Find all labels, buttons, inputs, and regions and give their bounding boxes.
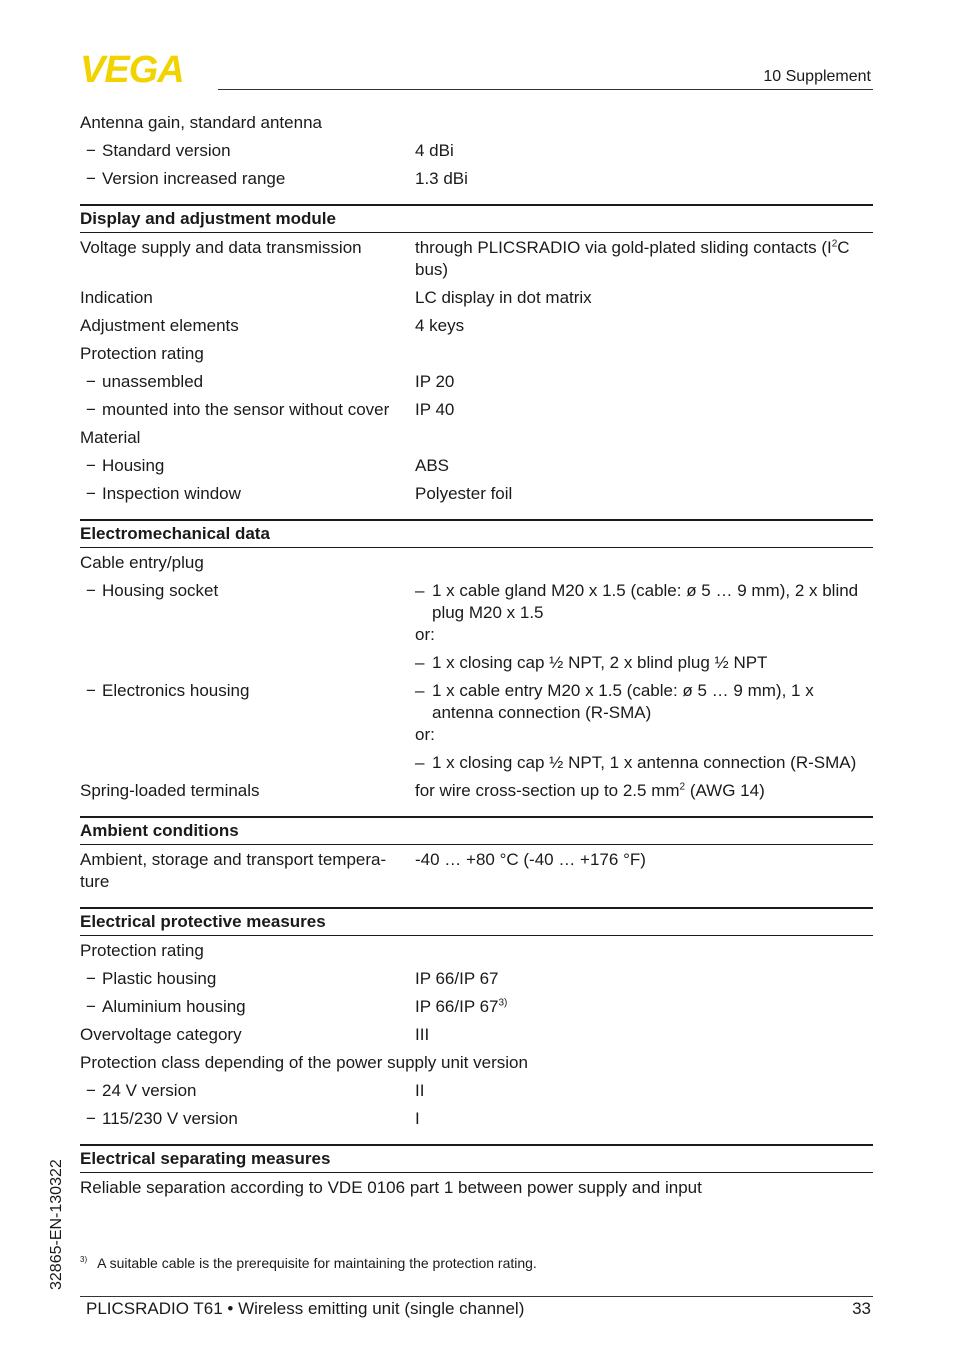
spec-value: IP 66/IP 67 bbox=[415, 969, 499, 988]
section-heading: Electrical separating measures bbox=[80, 1144, 873, 1173]
section-heading: Electromechanical data bbox=[80, 519, 873, 548]
section-heading: Electrical protective measures bbox=[80, 907, 873, 936]
spec-label: unassembled bbox=[102, 372, 204, 391]
spec-value: 4 dBi bbox=[415, 141, 454, 160]
spec-row: − Version increased range 1.3 dBi bbox=[80, 162, 873, 190]
logo-text: VEGA bbox=[80, 52, 184, 84]
spec-value: – 1 x cable entry M20 x 1.5 (cable: ø 5 … 9 mm), 1 x antenna connection (R-SMA) or: – 1 x closing cap ½ NPT, 1 x antenna connection (R-SMA) bbox=[415, 681, 857, 772]
spec-row: − mounted into the sensor without cover IP 40 bbox=[80, 393, 873, 421]
spec-value: IP 40 bbox=[415, 400, 455, 419]
spec-label: Overvoltage category bbox=[80, 1025, 242, 1044]
spec-label: Ambient, storage and transport tempera-ture bbox=[80, 850, 387, 891]
spec-label: mounted into the sensor without cover bbox=[102, 400, 390, 419]
spec-row bbox=[80, 237, 873, 281]
chapter-title: 10 Supplement bbox=[763, 68, 871, 85]
document-id: 32865-EN-130322 bbox=[48, 1159, 65, 1290]
header-rule bbox=[218, 89, 873, 90]
spec-label: Adjustment elements bbox=[80, 316, 239, 335]
spec-row bbox=[80, 849, 873, 893]
spec-row bbox=[80, 421, 873, 449]
spec-label: Protection rating bbox=[80, 941, 204, 960]
spec-row bbox=[80, 309, 873, 337]
spec-label: Protection rating bbox=[80, 344, 204, 363]
spec-label: Electronics housing bbox=[102, 681, 250, 700]
vega-logo bbox=[80, 52, 212, 84]
spec-label: 24 V version bbox=[102, 1081, 197, 1100]
page-number: 33 bbox=[852, 1299, 871, 1318]
spec-row: − Aluminium housing IP 66/IP 67$^{3)}$ bbox=[80, 990, 873, 1018]
spec-value: 1.3 dBi bbox=[415, 169, 468, 188]
spec-label: Aluminium housing bbox=[102, 997, 246, 1016]
spec-value: for wire cross-section up to 2.5 $mm^2$ (AWG 14) bbox=[415, 781, 765, 800]
spec-text: Reliable separation according to VDE 0106 part 1 between power supply and input bbox=[80, 1178, 702, 1197]
spec-value: – 1 x cable gland M20 x 1.5 (cable: ø 5 … 9 mm), 2 x blind plug M20 x 1.5 or: – 1 x closing cap ½ NPT, 2 x blind plug ½ NPT bbox=[415, 581, 859, 672]
spec-value: Polyester foil bbox=[415, 484, 513, 503]
section-heading: Display and adjustment module bbox=[80, 204, 873, 233]
section-heading: Ambient conditions bbox=[80, 816, 873, 845]
spec-label: 115/230 V version bbox=[102, 1109, 238, 1128]
spec-row bbox=[80, 1177, 873, 1199]
spec-row: − Housing ABS bbox=[80, 449, 873, 477]
spec-label: Housing bbox=[102, 456, 165, 475]
spec-row: − unassembled IP 20 bbox=[80, 365, 873, 393]
spec-row: − Electronics housing – 1 x cable entry M20 x 1.5 (cable: ø 5 … 9 mm), 1 x antenna connection (R-SMA) or: – 1 x closing cap ½ NPT, 1 x antenna connection (R-SMA) bbox=[80, 674, 873, 774]
spec-value: II bbox=[415, 1081, 425, 1100]
spec-row: − 24 V version II bbox=[80, 1074, 873, 1102]
spec-row: − 115/230 V version I bbox=[80, 1102, 873, 1130]
spec-label: Inspection window bbox=[102, 484, 241, 503]
footer-title: PLICSRADIO T61 • Wireless emitting unit (single channel) bbox=[86, 1299, 525, 1318]
footer-rule bbox=[80, 1296, 873, 1297]
spec-row bbox=[80, 1046, 873, 1074]
spec-row bbox=[80, 337, 873, 365]
spec-label: Spring-loaded terminals bbox=[80, 781, 260, 800]
spec-row bbox=[80, 940, 873, 962]
spec-value: LC display in dot matrix bbox=[415, 288, 592, 307]
spec-row: − Inspection window Polyester foil bbox=[80, 477, 873, 505]
spec-table bbox=[80, 112, 873, 1199]
spec-label: Plastic housing bbox=[102, 969, 217, 988]
spec-value: I bbox=[415, 1109, 420, 1128]
spec-value: ABS bbox=[415, 456, 450, 475]
footnote: $^{3)}$ A suitable cable is the prerequisite for maintaining the protection rating. bbox=[80, 1255, 537, 1271]
spec-row bbox=[80, 774, 873, 802]
spec-value: IP 66/IP 67$^{3)}$ bbox=[415, 997, 508, 1016]
spec-value: III bbox=[415, 1025, 430, 1044]
spec-row bbox=[80, 552, 873, 574]
spec-value: -40 … +80 °C (-40 … +176 °F) bbox=[415, 850, 646, 869]
spec-value: through PLICSRADIO via gold-plated sliding contacts ($I^2C$ bus) bbox=[415, 238, 850, 279]
spec-row: − Standard version 4 dBi bbox=[80, 134, 873, 162]
spec-label: Protection class depending of the power supply unit version bbox=[80, 1053, 528, 1072]
spec-row: − Housing socket – 1 x cable gland M20 x 1.5 (cable: ø 5 … 9 mm), 2 x blind plug M20 x 1.5 or: – 1 x closing cap ½ NPT, 2 x blind plug ½ NPT bbox=[80, 574, 873, 674]
antenna-title: Antenna gain, standard antenna bbox=[80, 113, 322, 132]
spec-value: IP 20 bbox=[415, 372, 455, 391]
spec-row: − Plastic housing IP 66/IP 67 bbox=[80, 962, 873, 990]
spec-label: Voltage supply and data transmission bbox=[80, 238, 362, 257]
spec-row bbox=[80, 1018, 873, 1046]
spec-label: Version increased range bbox=[102, 169, 286, 188]
spec-label: Indication bbox=[80, 288, 153, 307]
spec-row bbox=[80, 281, 873, 309]
spec-label: Standard version bbox=[102, 141, 231, 160]
spec-label: Material bbox=[80, 428, 141, 447]
spec-label: Housing socket bbox=[102, 581, 219, 600]
spec-value: 4 keys bbox=[415, 316, 465, 335]
antenna-title-row bbox=[80, 112, 873, 134]
spec-label: Cable entry/plug bbox=[80, 553, 204, 572]
footnote-ref: 3) bbox=[498, 997, 508, 1009]
